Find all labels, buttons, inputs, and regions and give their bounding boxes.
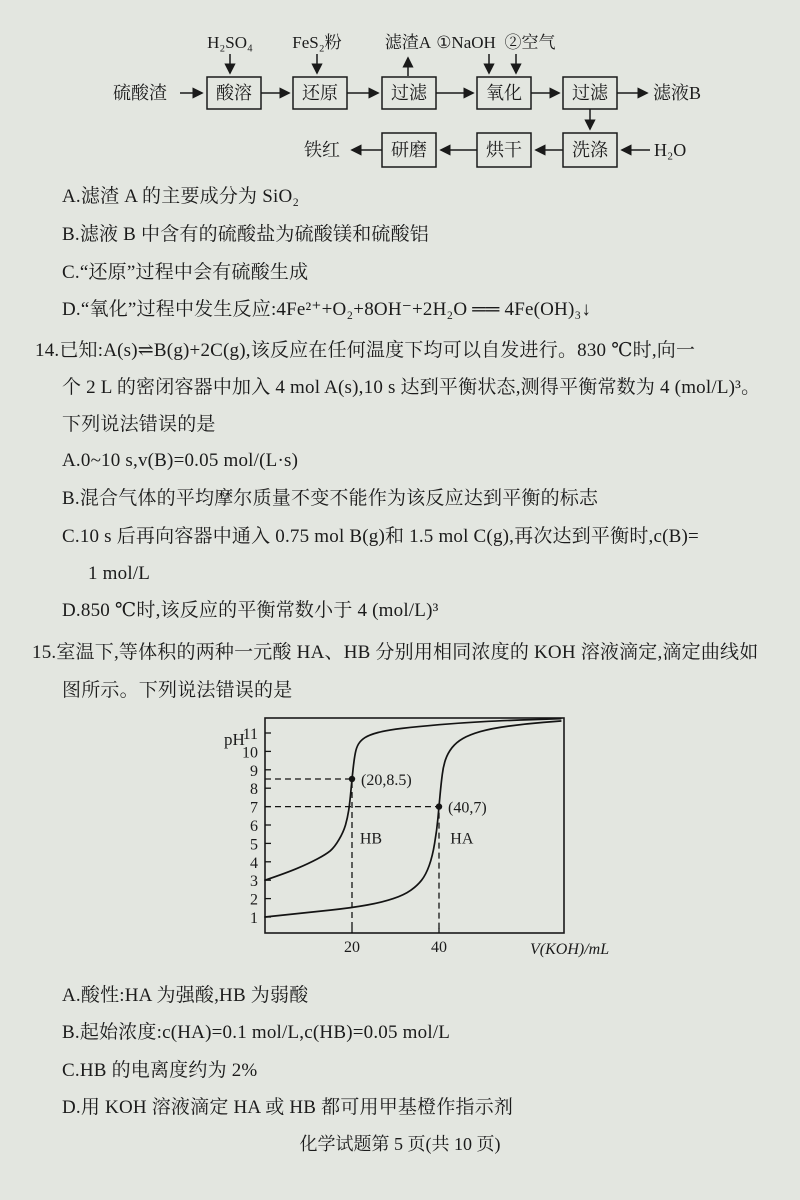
- flow-box-wash-label: 洗涤: [572, 140, 608, 160]
- q14-option-d: D.850 ℃时,该反应的平衡常数小于 4 (mol/L)³: [62, 600, 439, 621]
- q13-option-d: D.“氧化”过程中发生反应:4Fe²⁺+O₂+8OH⁻+2H₂O ══ 4Fe(OH)₃↓: [62, 299, 592, 320]
- chart-plot-area: [265, 718, 564, 933]
- svg-text:3: 3: [250, 873, 258, 891]
- svg-text:4: 4: [250, 854, 258, 872]
- page-footer: 化学试题第 5 页(共 10 页): [299, 1134, 501, 1154]
- q14-stem-line-2: 个 2 L 的密闭容器中加入 4 mol A(s),10 s 达到平衡状态,测得平衡常数为 4 (mol/L)³。: [62, 377, 761, 398]
- q15-stem-line-2: 图所示。下列说法错误的是: [62, 680, 293, 701]
- svg-text:HB: HB: [359, 830, 383, 848]
- flow-box-grind-label: 研磨: [391, 140, 427, 160]
- q15-option-d: D.用 KOH 溶液滴定 HA 或 HB 都可用甲基橙作指示剂: [62, 1097, 514, 1118]
- q14-option-c-line-2: 1 mol/L: [88, 563, 151, 584]
- svg-text:40: 40: [431, 939, 447, 956]
- svg-text:2: 2: [250, 891, 258, 909]
- svg-text:6: 6: [250, 818, 258, 835]
- flow-box-acid-dissolve-label: 酸溶: [216, 83, 252, 103]
- flow-input-sulfuric-residue: 硫酸渣: [113, 83, 167, 103]
- svg-text:20: 20: [344, 939, 360, 956]
- chart-dynamic-content: [242, 719, 561, 956]
- svg-text:10: 10: [242, 744, 258, 762]
- svg-text:9: 9: [250, 762, 258, 780]
- svg-text:1: 1: [250, 910, 258, 927]
- q14-stem-line-1: 14.已知:A(s)⇌B(g)+2C(g),该反应在任何温度下均可以自发进行。830 ℃时,向一: [35, 340, 696, 361]
- flow-label-fes2: FeS₂粉: [292, 33, 342, 52]
- q15-option-a: A.酸性:HA 为强酸,HB 为弱酸: [62, 985, 309, 1006]
- flow-output-iron-red: 铁红: [304, 140, 340, 160]
- q15-option-b: B.起始浓度:c(HA)=0.1 mol/L,c(HB)=0.05 mol/L: [62, 1022, 451, 1043]
- flow-box-dry-label: 烘干: [486, 140, 522, 160]
- svg-text:5: 5: [250, 836, 258, 854]
- flow-input-h2o: H₂O: [654, 140, 687, 160]
- chart-y-axis-label: pH: [224, 730, 245, 749]
- flow-output-filtrate-b: 滤液B: [653, 83, 702, 103]
- q15-option-c: C.HB 的电离度约为 2%: [62, 1060, 258, 1081]
- q13-option-b: B.滤液 B 中含有的硫酸盐为硫酸镁和硫酸铝: [62, 224, 429, 245]
- q14-option-c: C.10 s 后再向容器中通入 0.75 mol B(g)和 1.5 mol C(g),再次达到平衡时,c(B)=: [62, 526, 699, 547]
- q13-option-c: C.“还原”过程中会有硫酸生成: [62, 262, 309, 283]
- q14-option-a: A.0~10 s,v(B)=0.05 mol/(L·s): [62, 450, 299, 471]
- flow-label-naoh: ①NaOH: [436, 33, 496, 52]
- flow-label-air: ②空气: [504, 33, 556, 52]
- flow-label-h2so4: H₂SO₄: [207, 33, 253, 52]
- svg-text:(20,8.5): (20,8.5): [361, 772, 412, 789]
- q13-option-a: A.滤渣 A 的主要成分为 SiO₂: [62, 186, 300, 207]
- titration-curve-chart: [210, 705, 630, 965]
- process-flowchart: [0, 0, 800, 180]
- svg-text:7: 7: [250, 799, 258, 817]
- flow-box-filter-2-label: 过滤: [572, 83, 608, 103]
- flow-box-filter-1-label: 过滤: [391, 83, 427, 103]
- svg-text:8: 8: [250, 781, 258, 799]
- svg-text:11: 11: [242, 726, 258, 743]
- flow-box-oxidize-label: 氧化: [486, 83, 522, 103]
- flow-box-reduce-label: 还原: [302, 83, 338, 103]
- q14-option-b: B.混合气体的平均摩尔质量不变不能作为该反应达到平衡的标志: [62, 488, 599, 509]
- svg-text:(40,7): (40,7): [448, 799, 487, 817]
- flow-label-residue-a: 滤渣A: [384, 33, 432, 52]
- q15-stem-line-1: 15.室温下,等体积的两种一元酸 HA、HB 分别用相同浓度的 KOH 溶液滴定,滴定曲线如: [32, 642, 759, 663]
- svg-text:HA: HA: [450, 830, 474, 848]
- chart-x-axis-label: V(KOH)/mL: [530, 941, 610, 958]
- q14-stem-line-3: 下列说法错误的是: [62, 414, 216, 435]
